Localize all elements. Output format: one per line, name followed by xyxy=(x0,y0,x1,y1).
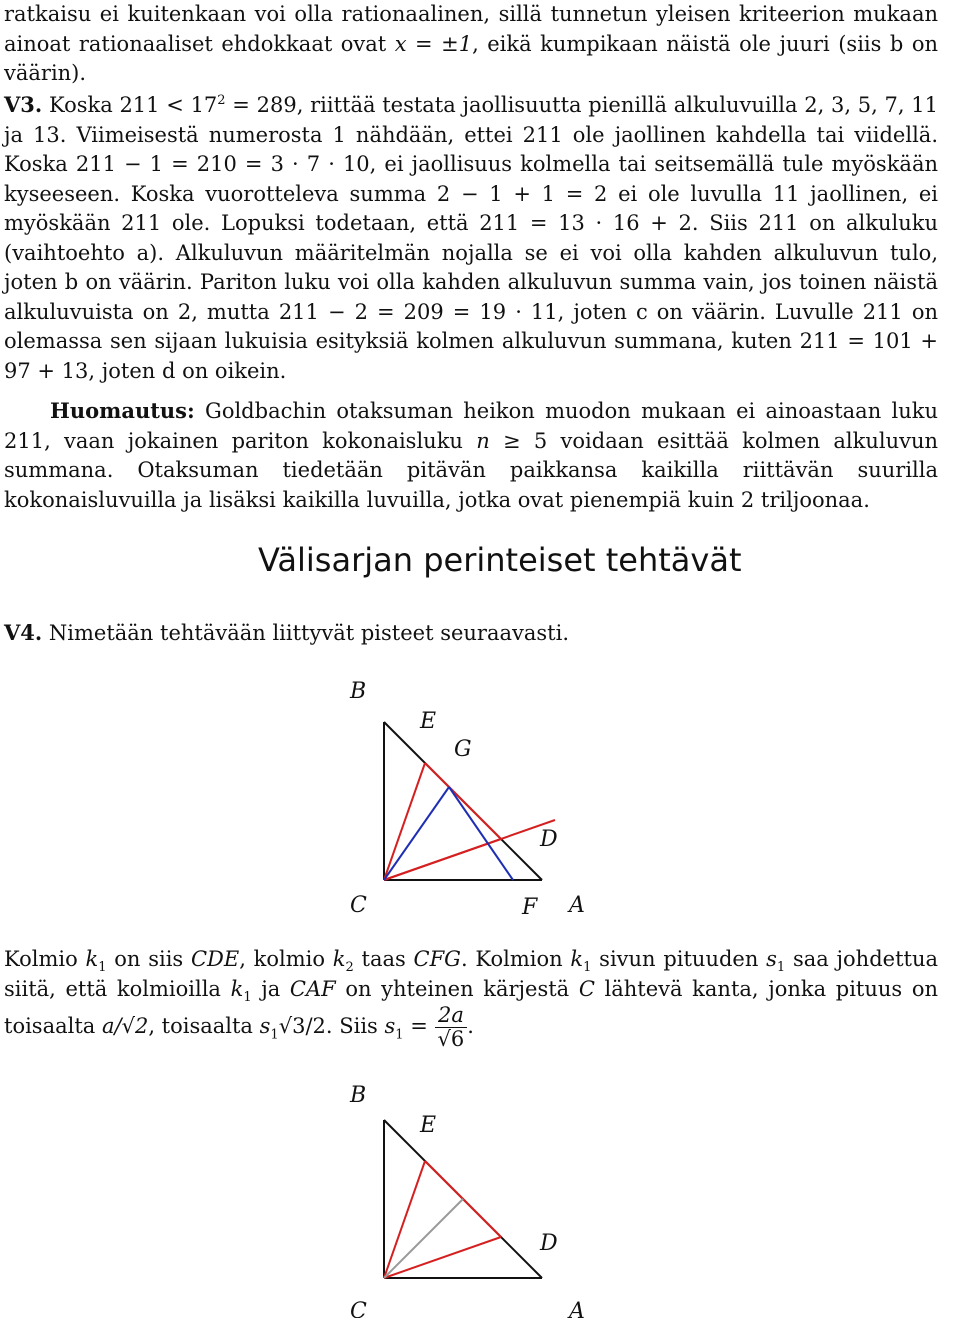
math-inline: k xyxy=(570,947,584,971)
math-inline: k xyxy=(332,947,346,971)
math-inline: a/√2 xyxy=(101,1014,149,1039)
label-d-2: D xyxy=(540,1231,558,1256)
label-d: D xyxy=(540,827,558,852)
text: Nimetään tehtävään liittyvät pisteet seuraavasti. xyxy=(42,621,569,645)
paragraph-v4 xyxy=(4,618,938,649)
label-g: G xyxy=(454,737,472,762)
text: , toisaalta xyxy=(148,1014,260,1039)
math-inline: CDE xyxy=(190,947,240,971)
paragraph-note xyxy=(4,396,938,515)
text: Koska 211 < 17 xyxy=(42,93,218,117)
paragraph-intro xyxy=(4,0,938,89)
text: , kolmio xyxy=(239,947,333,971)
subscript: 1 xyxy=(395,1027,404,1043)
note-label: Huomautus: xyxy=(50,398,195,423)
subscript: 1 xyxy=(270,1027,279,1043)
text: Goldbachin otaksuman heikon muodon mukaan ei ainoastaan luku 211, vaan jokainen pariton kokonaisluku xyxy=(4,399,938,453)
math-inline: s xyxy=(766,947,777,971)
subscript: 1 xyxy=(243,990,252,1006)
red-segment-af xyxy=(384,820,555,880)
text: ja xyxy=(251,977,290,1001)
gray-median xyxy=(384,1199,463,1278)
text: ≥ 5 voidaan esittää kolmen alkuluvun summana. Otaksuman tiedetään pitävän paikkansa kaikilla riittävän suurilla kokonaisluvuilla ja lisäksi kaikilla luvuilla, jotka ovat pienempiä kuin 2 triljoonaa. xyxy=(4,428,939,512)
label-f: F xyxy=(522,895,538,920)
math-inline: C xyxy=(578,977,595,1001)
label-e: E xyxy=(420,709,437,734)
text: on siis xyxy=(106,947,191,971)
fraction xyxy=(435,1004,468,1051)
fraction-denominator: √6 xyxy=(437,1027,465,1052)
figure-1-triangle xyxy=(0,672,960,942)
math-inline: k xyxy=(85,947,99,971)
label-c-2: C xyxy=(350,1299,367,1318)
subscript: 1 xyxy=(583,960,592,976)
label-e-2: E xyxy=(420,1113,437,1138)
section-heading: Välisarjan perinteiset tehtävät xyxy=(258,541,742,579)
label-a-2: A xyxy=(569,1299,585,1318)
figure-2-triangle xyxy=(0,1078,960,1318)
math-inline: s xyxy=(259,1014,271,1039)
math-inline: k xyxy=(230,977,244,1001)
math-inline: √3/2 xyxy=(278,1014,326,1039)
text: Kolmio xyxy=(4,947,86,971)
text: = xyxy=(403,1014,435,1039)
problem-label: V3. xyxy=(4,92,43,117)
text: = 289, riittää testata jaollisuutta pienillä alkuluvuilla 2, 3, 5, 7, 11 ja 13. Viimeisestä numerosta 1 nähdään, ettei 211 ole jaollinen kahdella tai viidellä. Koska 211 − 1 = 210 = 3 · 7 · 10, ei jaollisuus kolmella tai seitsemällä tule myöskään kyseeseen. Koska vuorotteleva summa 2 − 1 + 1 = 2 ei ole luvulla 11 jaollinen, ei myöskään 211 ole. Lopuksi todetaan, että 211 = 13 · 16 + 2. Siis 211 on alkuluku (vaihtoehto a). Alkuluvun määritelmän nojalla se ei voi olla kahden alkuluvun tulo, joten b on väärin. Pariton luku voi olla kahden alkuluvun summa vain, jos toinen näistä alkuluvuista on 2, mutta 211 − 2 = 209 = 19 · 11, joten c on väärin. Luvulle 211 on olemassa sen sijaan lukuisia esityksiä kolmen alkuluvun summana, kuten 211 = 101 + 97 + 13, joten d on oikein. xyxy=(4,93,939,383)
text: . xyxy=(467,1014,474,1039)
text: , eikä kumpikaan näistä ole juuri (siis b on väärin). xyxy=(4,31,938,85)
math-inline: n xyxy=(476,428,490,453)
label-c: C xyxy=(350,893,367,918)
math-inline: x = ±1 xyxy=(394,31,473,56)
text: lähtevä kanta, jonka pituus on toisaalta xyxy=(4,977,938,1039)
text: saa johdettua siitä, että kolmioilla xyxy=(4,947,938,1001)
red-triangle-cde xyxy=(384,763,501,880)
fraction-numerator: 2a xyxy=(435,1004,468,1028)
label-a: A xyxy=(569,893,585,918)
subscript: 1 xyxy=(98,960,107,976)
blue-triangle-cfg xyxy=(384,787,513,880)
label-b: B xyxy=(350,679,367,704)
text: . Siis xyxy=(325,1014,385,1039)
label-b-2: B xyxy=(350,1083,367,1108)
text: . Kolmion xyxy=(460,947,571,971)
text: taas xyxy=(353,947,414,971)
superscript: 2 xyxy=(217,93,226,108)
subscript: 2 xyxy=(345,960,354,976)
subscript: 1 xyxy=(776,960,786,976)
text: sivun pituuden xyxy=(591,947,767,971)
paragraph-k1 xyxy=(4,944,938,1051)
text: ratkaisu ei kuitenkaan voi olla rationaalinen, sillä tunnetun yleisen kriteerion mukaan ainoat rationaaliset ehdokkaat ovat xyxy=(4,2,938,56)
math-inline: CFG xyxy=(413,947,461,971)
problem-label: V4. xyxy=(4,620,43,645)
text: on yhteinen kärjestä xyxy=(335,977,579,1001)
math-inline: s xyxy=(384,1014,396,1039)
math-inline: CAF xyxy=(289,977,336,1001)
paragraph-v3 xyxy=(4,90,938,386)
